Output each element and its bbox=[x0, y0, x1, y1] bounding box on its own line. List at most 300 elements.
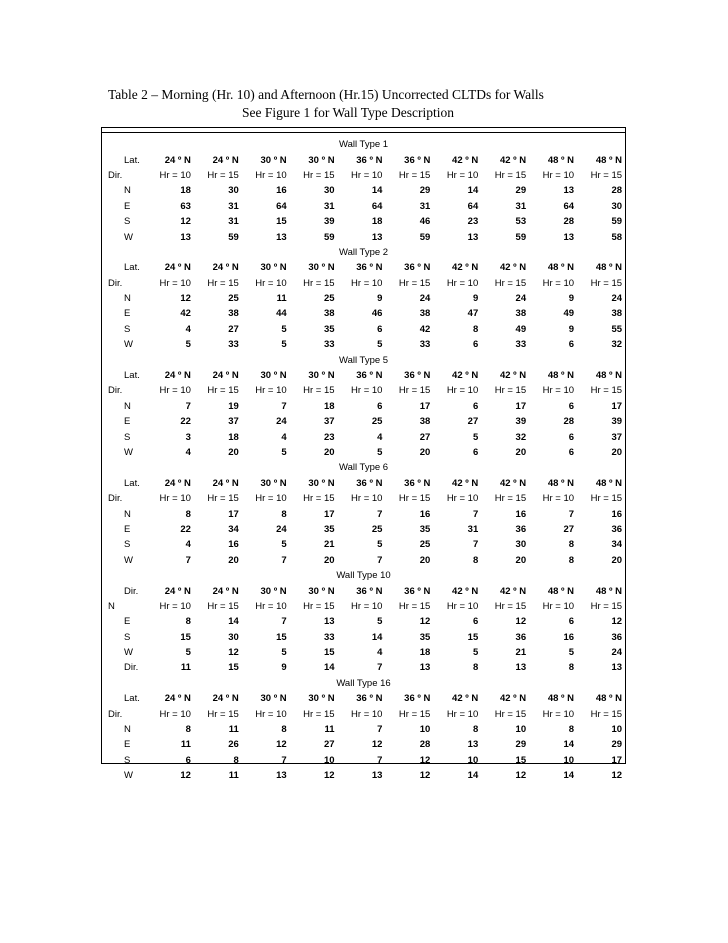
value-cell: 23 bbox=[323, 431, 335, 443]
value-cell: 5 bbox=[281, 447, 287, 458]
value-cell: 30 º N bbox=[308, 585, 335, 597]
value-cell: 14 bbox=[371, 631, 383, 643]
value-cell: 36 bbox=[611, 523, 623, 535]
table-row bbox=[102, 399, 625, 414]
value-cell: 35 bbox=[323, 523, 335, 535]
value-cell: 7 bbox=[281, 754, 287, 766]
value-cell: 12 bbox=[228, 647, 239, 659]
header-cell: Hr = 15 bbox=[398, 277, 431, 289]
wall-type-title: Wall Type 2 bbox=[338, 246, 389, 258]
value-cell: 47 bbox=[467, 308, 479, 320]
value-cell: 32 bbox=[611, 339, 623, 351]
value-cell: 7 bbox=[377, 662, 383, 674]
value-cell: 28 bbox=[611, 185, 623, 197]
value-cell: 42 º N bbox=[452, 262, 479, 274]
header-row bbox=[102, 599, 625, 614]
header-cell: Hr = 10 bbox=[159, 708, 191, 720]
table-row bbox=[102, 229, 625, 244]
row-label-cell: Dir. bbox=[108, 493, 123, 505]
section-title-row bbox=[102, 676, 625, 691]
value-cell: 12 bbox=[515, 770, 527, 782]
section-title-row bbox=[102, 137, 625, 152]
value-cell: 30 º N bbox=[260, 262, 287, 274]
value-cell: 48 º N bbox=[547, 693, 575, 705]
value-cell: 12 bbox=[180, 293, 191, 305]
value-cell: 16 bbox=[276, 185, 287, 197]
header-cell: Hr = 15 bbox=[494, 600, 527, 612]
value-cell: 6 bbox=[568, 616, 575, 628]
value-cell: 37 bbox=[323, 416, 335, 428]
header-cell: Hr = 10 bbox=[255, 493, 287, 505]
header-cell: Hr = 15 bbox=[303, 277, 335, 289]
value-cell: 12 bbox=[611, 616, 623, 628]
header-cell: Hr = 15 bbox=[207, 277, 239, 289]
value-cell: 5 bbox=[281, 539, 287, 551]
value-cell: 14 bbox=[323, 662, 335, 674]
row-label-cell: E bbox=[124, 308, 131, 320]
row-label-cell: S bbox=[124, 631, 131, 643]
value-cell: 24 bbox=[611, 647, 623, 659]
value-cell: 8 bbox=[185, 616, 191, 628]
row-label-cell: Dir. bbox=[108, 708, 123, 720]
row-label-cell: N bbox=[124, 293, 131, 305]
table-row bbox=[102, 768, 625, 783]
table-row bbox=[102, 306, 625, 321]
value-cell: 24 º N bbox=[164, 262, 191, 274]
row-label-cell: Dir. bbox=[108, 169, 123, 181]
value-cell: 25 bbox=[371, 523, 383, 535]
header-row bbox=[102, 383, 625, 398]
value-cell: 12 bbox=[180, 770, 191, 782]
value-cell: 6 bbox=[568, 431, 575, 443]
value-cell: 36 º N bbox=[404, 477, 431, 489]
header-cell: Hr = 10 bbox=[159, 493, 191, 505]
value-cell: 29 bbox=[515, 739, 527, 751]
value-cell: 33 bbox=[323, 339, 335, 351]
header-cell: Hr = 10 bbox=[446, 277, 479, 289]
wall-type-title: Wall Type 10 bbox=[336, 570, 391, 582]
header-cell: Hr = 15 bbox=[494, 385, 527, 397]
value-cell: 31 bbox=[228, 200, 239, 212]
value-cell: 39 bbox=[611, 416, 623, 428]
value-cell: 9 bbox=[568, 323, 575, 335]
value-cell: 58 bbox=[611, 231, 623, 243]
value-cell: 31 bbox=[467, 523, 479, 535]
value-cell: 33 bbox=[323, 631, 335, 643]
value-cell: 24 º N bbox=[212, 477, 239, 489]
value-cell: 9 bbox=[377, 293, 383, 305]
header-cell: Hr = 10 bbox=[542, 169, 575, 181]
value-cell: 24 bbox=[611, 293, 623, 305]
value-cell: 30 bbox=[228, 185, 239, 197]
table-row bbox=[102, 337, 625, 352]
value-cell: 13 bbox=[419, 662, 431, 674]
value-cell: 39 bbox=[323, 216, 335, 228]
header-cell: Hr = 15 bbox=[590, 385, 623, 397]
value-cell: 13 bbox=[276, 770, 287, 782]
value-cell: 24 bbox=[276, 523, 287, 535]
value-cell: 6 bbox=[377, 323, 383, 335]
value-cell: 8 bbox=[568, 724, 575, 736]
value-cell: 42 º N bbox=[452, 154, 479, 166]
table-row bbox=[102, 630, 625, 645]
value-cell: 36 º N bbox=[404, 693, 431, 705]
value-cell: 36 º N bbox=[404, 262, 431, 274]
value-cell: 20 bbox=[419, 447, 431, 458]
value-cell: 15 bbox=[467, 631, 479, 643]
value-cell: 48 º N bbox=[547, 154, 575, 166]
value-cell: 42 º N bbox=[499, 370, 527, 382]
value-cell: 15 bbox=[515, 754, 527, 766]
row-label-cell: Lat. bbox=[124, 262, 140, 274]
value-cell: 12 bbox=[371, 739, 383, 751]
row-label-cell: W bbox=[124, 647, 133, 659]
row-label-cell: E bbox=[124, 200, 131, 212]
value-cell: 48 º N bbox=[547, 477, 575, 489]
value-cell: 12 bbox=[515, 616, 527, 628]
value-cell: 18 bbox=[323, 400, 335, 412]
value-cell: 4 bbox=[185, 539, 191, 551]
wall-type-title: Wall Type 1 bbox=[338, 139, 389, 151]
value-cell: 19 bbox=[228, 400, 239, 412]
value-cell: 27 bbox=[563, 523, 575, 535]
value-cell: 12 bbox=[419, 616, 431, 628]
value-cell: 21 bbox=[323, 539, 335, 551]
header-cell: Hr = 10 bbox=[446, 385, 479, 397]
value-cell: 13 bbox=[180, 231, 191, 243]
value-cell: 36 º N bbox=[356, 477, 383, 489]
value-cell: 24 º N bbox=[212, 154, 239, 166]
value-cell: 36 º N bbox=[356, 262, 383, 274]
value-cell: 38 bbox=[419, 416, 431, 428]
value-cell: 48 º N bbox=[547, 262, 575, 274]
value-cell: 23 bbox=[467, 216, 479, 228]
value-cell: 8 bbox=[472, 724, 479, 736]
row-label-cell: Lat. bbox=[124, 154, 140, 166]
value-cell: 4 bbox=[185, 447, 191, 458]
value-cell: 7 bbox=[281, 554, 287, 566]
value-cell: 34 bbox=[611, 539, 623, 551]
value-cell: 30 º N bbox=[308, 154, 335, 166]
value-cell: 42 º N bbox=[499, 154, 527, 166]
value-cell: 7 bbox=[281, 616, 287, 628]
value-cell: 37 bbox=[611, 431, 623, 443]
value-cell: 20 bbox=[611, 554, 623, 566]
header-cell: Hr = 10 bbox=[255, 277, 287, 289]
value-cell: 42 bbox=[180, 308, 191, 320]
value-cell: 25 bbox=[371, 416, 383, 428]
value-cell: 7 bbox=[377, 554, 383, 566]
value-cell: 9 bbox=[568, 293, 575, 305]
value-cell: 36 bbox=[515, 523, 527, 535]
value-cell: 36 º N bbox=[356, 585, 383, 597]
value-cell: 28 bbox=[563, 416, 575, 428]
value-cell: 39 bbox=[515, 416, 527, 428]
header-cell: Hr = 10 bbox=[351, 169, 383, 181]
value-cell: 16 bbox=[419, 508, 431, 520]
value-cell: 36 º N bbox=[404, 154, 431, 166]
value-cell: 17 bbox=[323, 508, 335, 520]
value-cell: 55 bbox=[611, 323, 623, 335]
table-row bbox=[102, 291, 625, 306]
value-cell: 48 º N bbox=[547, 370, 575, 382]
table-row bbox=[102, 737, 625, 752]
value-cell: 28 bbox=[563, 216, 575, 228]
cltd-table bbox=[101, 127, 626, 782]
value-cell: 13 bbox=[371, 770, 383, 782]
value-cell: 25 bbox=[228, 293, 239, 305]
value-cell: 30 bbox=[515, 539, 527, 551]
value-cell: 24 º N bbox=[164, 585, 191, 597]
value-cell: 8 bbox=[281, 508, 287, 520]
value-cell: 63 bbox=[180, 200, 191, 212]
value-cell: 24 º N bbox=[164, 370, 191, 382]
row-label-cell: N bbox=[108, 600, 115, 612]
value-cell: 48 º N bbox=[595, 693, 623, 705]
value-cell: 22 bbox=[180, 523, 191, 535]
header-cell: Hr = 15 bbox=[207, 493, 239, 505]
value-cell: 8 bbox=[472, 554, 479, 566]
value-cell: 18 bbox=[419, 647, 431, 659]
value-cell: 10 bbox=[515, 724, 527, 736]
value-cell: 30 bbox=[228, 631, 239, 643]
row-label-cell: Dir. bbox=[108, 385, 123, 397]
value-cell: 31 bbox=[515, 200, 527, 212]
value-cell: 5 bbox=[185, 647, 191, 659]
value-cell: 13 bbox=[467, 231, 479, 243]
section-title-row bbox=[102, 460, 625, 475]
value-cell: 30 º N bbox=[260, 154, 287, 166]
row-label-cell: E bbox=[124, 739, 131, 751]
value-cell: 12 bbox=[323, 770, 335, 782]
value-cell: 13 bbox=[563, 185, 575, 197]
header-cell: Hr = 10 bbox=[255, 169, 287, 181]
value-cell: 30 bbox=[323, 185, 335, 197]
value-cell: 17 bbox=[419, 400, 431, 412]
header-cell: Hr = 15 bbox=[303, 708, 335, 720]
row-label-cell: W bbox=[124, 554, 133, 566]
header-cell: Hr = 10 bbox=[446, 493, 479, 505]
value-cell: 20 bbox=[419, 554, 431, 566]
row-label-cell: W bbox=[124, 231, 133, 243]
section-title-row bbox=[102, 245, 625, 260]
value-cell: 17 bbox=[611, 400, 623, 412]
value-cell: 10 bbox=[467, 754, 479, 766]
row-label-cell: W bbox=[124, 339, 133, 351]
value-cell: 33 bbox=[228, 339, 239, 351]
value-cell: 8 bbox=[281, 724, 287, 736]
value-cell: 49 bbox=[515, 323, 527, 335]
value-cell: 24 bbox=[515, 293, 527, 305]
row-label-cell: S bbox=[124, 539, 131, 551]
value-cell: 36 º N bbox=[356, 693, 383, 705]
header-cell: Hr = 15 bbox=[207, 385, 239, 397]
header-cell: Hr = 15 bbox=[207, 169, 239, 181]
row-label-cell: Dir. bbox=[124, 662, 139, 674]
value-cell: 26 bbox=[228, 739, 239, 751]
value-cell: 11 bbox=[180, 662, 191, 674]
value-cell: 11 bbox=[228, 770, 239, 782]
value-cell: 17 bbox=[228, 508, 239, 520]
value-cell: 38 bbox=[419, 308, 431, 320]
row-label-cell: Lat. bbox=[124, 370, 140, 382]
value-cell: 7 bbox=[185, 554, 191, 566]
value-cell: 35 bbox=[419, 523, 431, 535]
value-cell: 6 bbox=[568, 400, 575, 412]
value-cell: 7 bbox=[472, 539, 479, 551]
value-cell: 13 bbox=[371, 231, 383, 243]
value-cell: 24 bbox=[419, 293, 431, 305]
value-cell: 5 bbox=[568, 647, 575, 659]
value-cell: 13 bbox=[563, 231, 575, 243]
header-cell: Hr = 15 bbox=[398, 708, 431, 720]
value-cell: 24 º N bbox=[212, 262, 239, 274]
header-cell: Hr = 15 bbox=[303, 493, 335, 505]
value-cell: 36 bbox=[611, 631, 623, 643]
header-cell: Hr = 15 bbox=[590, 600, 623, 612]
value-cell: 38 bbox=[611, 308, 623, 320]
row-label-cell: Lat. bbox=[124, 693, 140, 705]
value-cell: 16 bbox=[515, 508, 527, 520]
header-cell: Hr = 10 bbox=[542, 600, 575, 612]
header-cell: Hr = 15 bbox=[590, 493, 623, 505]
value-cell: 64 bbox=[467, 200, 479, 212]
caption-line-1: Table 2 – Morning (Hr. 10) and Afternoon (Hr.15) Uncorrected CLTDs for Walls bbox=[108, 87, 544, 102]
header-cell: Hr = 10 bbox=[542, 493, 575, 505]
value-cell: 11 bbox=[180, 739, 191, 751]
section-title-row bbox=[102, 568, 625, 583]
value-cell: 10 bbox=[323, 754, 335, 766]
wall-type-title: Wall Type 5 bbox=[338, 354, 389, 366]
value-cell: 35 bbox=[323, 323, 335, 335]
value-cell: 36 º N bbox=[404, 370, 431, 382]
value-cell: 8 bbox=[185, 724, 191, 736]
value-cell: 22 bbox=[180, 416, 191, 428]
value-cell: 20 bbox=[228, 554, 239, 566]
value-cell: 42 º N bbox=[499, 585, 527, 597]
value-cell: 36 bbox=[515, 631, 527, 643]
value-cell: 59 bbox=[419, 231, 431, 243]
value-cell: 13 bbox=[515, 662, 527, 674]
value-cell: 6 bbox=[568, 447, 575, 458]
value-cell: 30 bbox=[611, 200, 623, 212]
header-cell: Hr = 10 bbox=[351, 708, 383, 720]
value-cell: 30 º N bbox=[260, 370, 287, 382]
header-cell: Hr = 15 bbox=[207, 708, 239, 720]
row-label-cell: S bbox=[124, 754, 131, 766]
table-row bbox=[102, 183, 625, 198]
value-cell: 59 bbox=[228, 231, 239, 243]
header-cell: Hr = 10 bbox=[351, 385, 383, 397]
value-cell: 11 bbox=[228, 724, 239, 736]
value-cell: 15 bbox=[180, 631, 191, 643]
value-cell: 18 bbox=[228, 431, 239, 443]
table-row bbox=[102, 614, 625, 629]
value-cell: 42 º N bbox=[452, 370, 479, 382]
header-cell: Hr = 10 bbox=[542, 385, 575, 397]
row-label-cell: N bbox=[124, 724, 131, 736]
value-cell: 8 bbox=[568, 539, 575, 551]
header-cell: Hr = 10 bbox=[255, 385, 287, 397]
table-row bbox=[102, 583, 625, 598]
value-cell: 11 bbox=[324, 724, 335, 736]
value-cell: 42 bbox=[419, 323, 431, 335]
table-row bbox=[102, 522, 625, 537]
value-cell: 49 bbox=[563, 308, 575, 320]
header-cell: Hr = 15 bbox=[494, 277, 527, 289]
value-cell: 34 bbox=[228, 523, 239, 535]
value-cell: 4 bbox=[377, 431, 383, 443]
value-cell: 13 bbox=[467, 739, 479, 751]
value-cell: 20 bbox=[515, 447, 527, 458]
value-cell: 38 bbox=[228, 308, 239, 320]
header-cell: Hr = 10 bbox=[351, 493, 383, 505]
value-cell: 31 bbox=[419, 200, 431, 212]
value-cell: 15 bbox=[228, 662, 239, 674]
value-cell: 6 bbox=[472, 339, 479, 351]
header-cell: Hr = 15 bbox=[398, 385, 431, 397]
value-cell: 5 bbox=[472, 647, 479, 659]
header-row bbox=[102, 168, 625, 183]
wall-type-title: Wall Type 6 bbox=[338, 462, 389, 474]
value-cell: 12 bbox=[276, 739, 287, 751]
header-cell: Hr = 15 bbox=[494, 708, 527, 720]
value-cell: 8 bbox=[185, 508, 191, 520]
value-cell: 48 º N bbox=[595, 477, 623, 489]
value-cell: 24 º N bbox=[164, 154, 191, 166]
header-cell: Hr = 10 bbox=[542, 708, 575, 720]
value-cell: 9 bbox=[472, 293, 479, 305]
value-cell: 30 º N bbox=[308, 477, 335, 489]
value-cell: 48 º N bbox=[547, 585, 575, 597]
value-cell: 14 bbox=[228, 616, 239, 628]
table-row bbox=[102, 537, 625, 552]
value-cell: 7 bbox=[377, 754, 383, 766]
row-label-cell: Dir. bbox=[108, 277, 123, 289]
value-cell: 16 bbox=[228, 539, 239, 551]
value-cell: 5 bbox=[281, 339, 287, 351]
value-cell: 25 bbox=[419, 539, 431, 551]
row-label-cell: S bbox=[124, 431, 131, 443]
value-cell: 5 bbox=[472, 431, 479, 443]
table-row bbox=[102, 152, 625, 167]
value-cell: 36 º N bbox=[404, 585, 431, 597]
header-cell: Hr = 15 bbox=[207, 600, 239, 612]
value-cell: 30 º N bbox=[260, 693, 287, 705]
header-cell: Hr = 10 bbox=[446, 708, 479, 720]
cltd-data-table bbox=[102, 137, 625, 783]
value-cell: 44 bbox=[276, 308, 287, 320]
value-cell: 46 bbox=[371, 308, 383, 320]
row-label-cell: S bbox=[124, 323, 131, 335]
header-cell: Hr = 10 bbox=[351, 277, 383, 289]
value-cell: 18 bbox=[371, 216, 383, 228]
value-cell: 5 bbox=[377, 447, 383, 458]
value-cell: 64 bbox=[276, 200, 287, 212]
value-cell: 12 bbox=[611, 770, 623, 782]
table-row bbox=[102, 645, 625, 660]
row-label-cell: N bbox=[124, 400, 131, 412]
table-row bbox=[102, 506, 625, 521]
header-row bbox=[102, 491, 625, 506]
value-cell: 15 bbox=[323, 647, 335, 659]
value-cell: 30 º N bbox=[308, 693, 335, 705]
row-label-cell: N bbox=[124, 508, 131, 520]
value-cell: 7 bbox=[185, 400, 191, 412]
value-cell: 32 bbox=[515, 431, 527, 443]
value-cell: 17 bbox=[515, 400, 527, 412]
header-cell: Hr = 10 bbox=[446, 169, 479, 181]
